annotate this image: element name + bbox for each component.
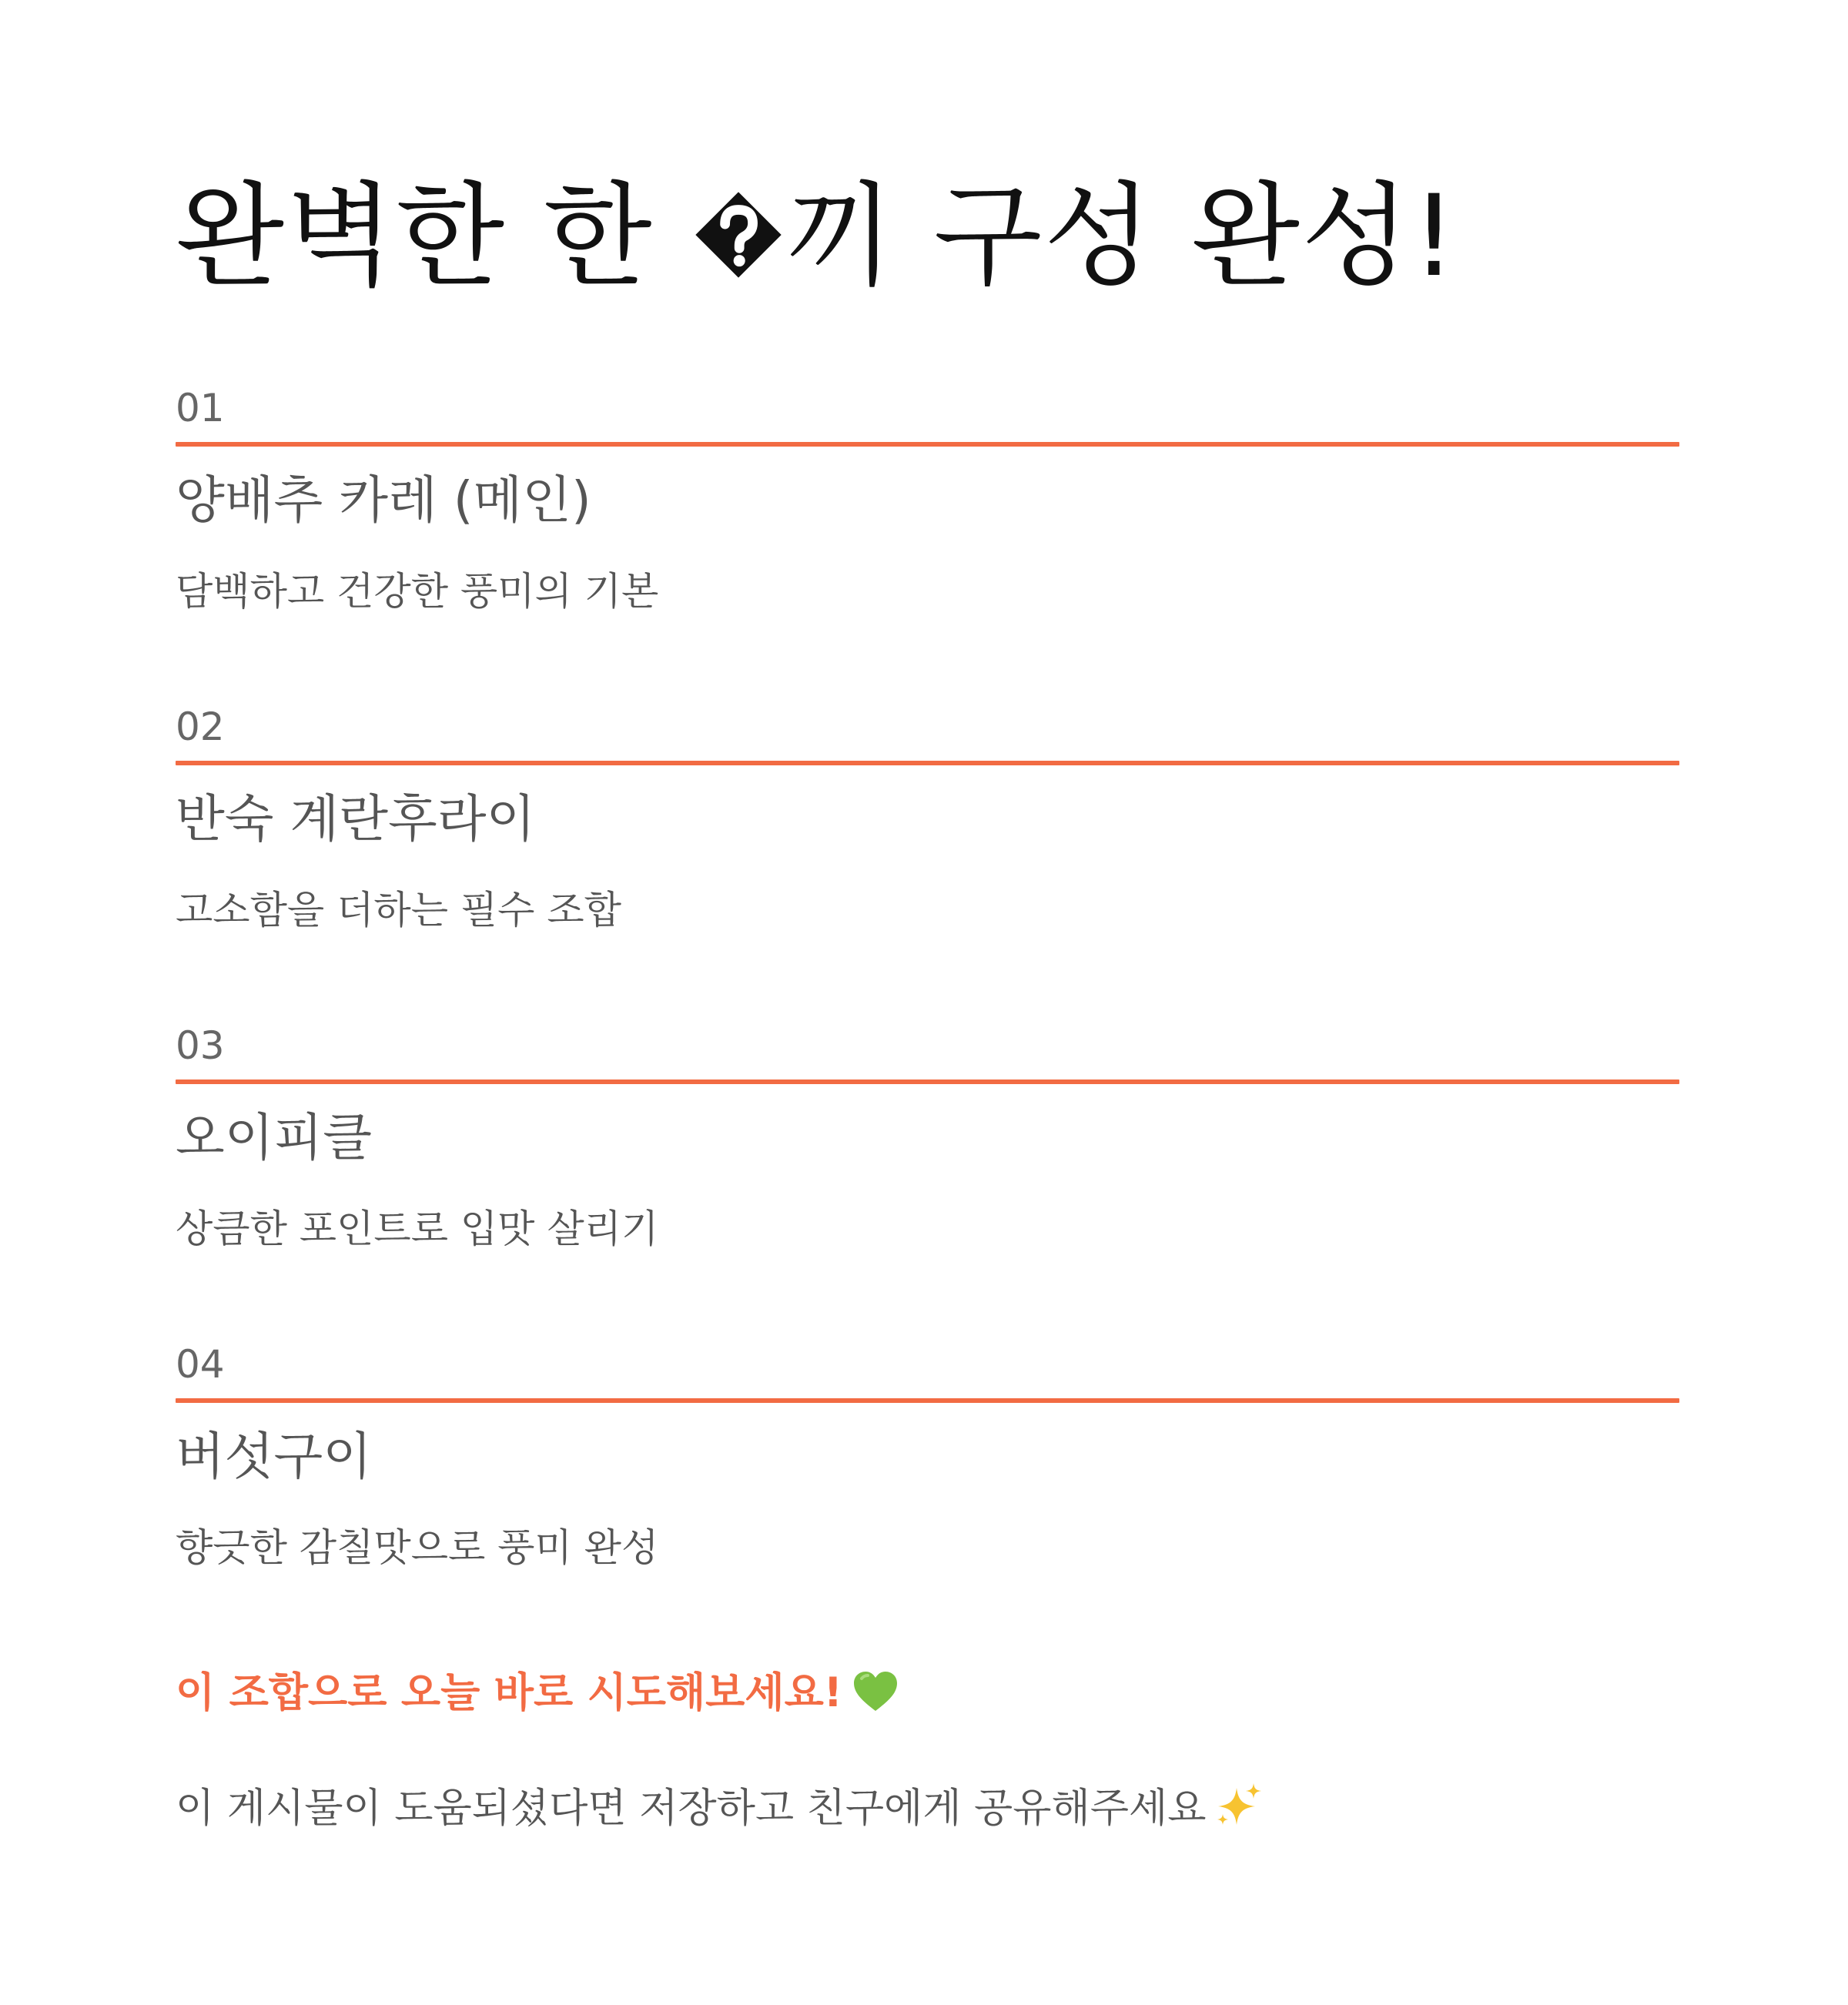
title-part-2: 끼 구성 완성! (785, 171, 1458, 302)
replacement-character-icon (694, 190, 783, 279)
item-divider (176, 1398, 1679, 1403)
menu-item-1 (176, 385, 1679, 662)
item-name: 오이피클 (176, 1108, 373, 1167)
cta-text: 이 조합으로 오늘 바로 시도해보세요! (176, 1669, 842, 1716)
title-part-1: 완벽한 한 (176, 171, 691, 302)
item-description: 담백하고 건강한 풍미의 기본 (176, 569, 659, 614)
item-name: 반숙 계란후라이 (176, 789, 536, 849)
item-divider (176, 761, 1679, 765)
item-divider (176, 442, 1679, 447)
item-number: 03 (176, 1023, 225, 1068)
item-description: 고소함을 더하는 필수 조합 (176, 888, 621, 932)
page-title (176, 171, 1458, 302)
item-number: 01 (176, 386, 225, 430)
item-description: 향긋한 감칠맛으로 풍미 완성 (176, 1525, 659, 1570)
item-name: 버섯구이 (176, 1427, 373, 1486)
call-to-action (176, 1666, 899, 1720)
note-text: 이 게시물이 도움되셨다면 저장하고 친구에게 공유해주세요 (176, 1786, 1207, 1832)
menu-item-3 (176, 1023, 1679, 1300)
item-number: 02 (176, 705, 225, 749)
sparkles-icon (1214, 1780, 1264, 1831)
item-number: 04 (176, 1342, 225, 1387)
menu-item-4 (176, 1341, 1679, 1618)
item-name: 양배추 카레 (메인) (176, 470, 591, 530)
menu-item-2 (176, 704, 1679, 981)
item-divider (176, 1079, 1679, 1084)
share-note (176, 1780, 1264, 1836)
green-heart-icon (852, 1669, 899, 1712)
item-description: 상큼한 포인트로 입맛 살리기 (176, 1207, 659, 1251)
